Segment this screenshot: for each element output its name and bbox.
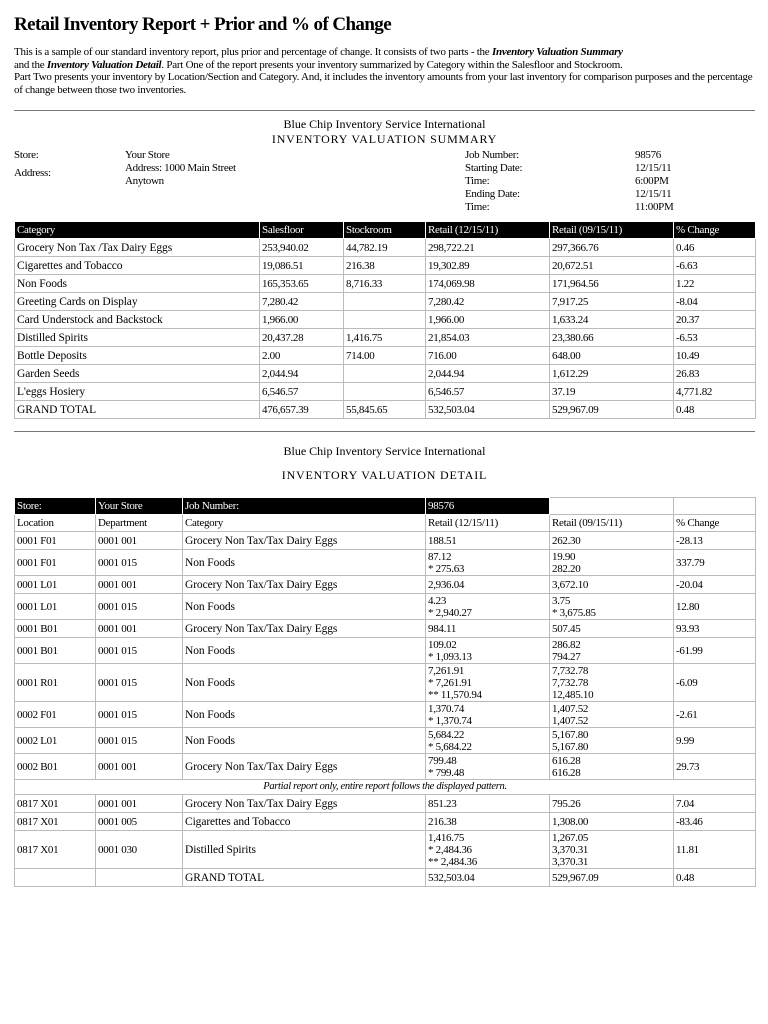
intro-paragraph bbox=[14, 46, 755, 96]
detail-department: 0001 015 bbox=[96, 664, 183, 702]
detail-location: 0002 B01 bbox=[15, 754, 96, 780]
detail-current-retail bbox=[426, 754, 550, 780]
detail-category: Grocery Non Tax/Tax Dairy Eggs bbox=[183, 754, 426, 780]
detail-location: 0002 L01 bbox=[15, 728, 96, 754]
prior-retail-value: 19.90 bbox=[552, 550, 576, 563]
summary-value-cell: 4,771.82 bbox=[674, 383, 756, 401]
summary-row bbox=[15, 293, 756, 311]
summary-category-cell: Cigarettes and Tobacco bbox=[15, 257, 260, 275]
summary-value-cell: 2,044.94 bbox=[260, 365, 344, 383]
prior-retail-value: 1,407.52 bbox=[552, 702, 589, 715]
detail-percent-change: 9.99 bbox=[674, 728, 756, 754]
detail-department bbox=[96, 869, 183, 887]
summary-value-cell: 20.37 bbox=[674, 311, 756, 329]
detail-location bbox=[15, 869, 96, 887]
prior-retail-value: 1,308.00 bbox=[552, 815, 589, 828]
starting-date-value: 12/15/11 bbox=[635, 162, 672, 174]
current-retail-value: 188.51 bbox=[428, 534, 457, 547]
intro-emphasis-detail: Inventory Valuation Detail bbox=[46, 58, 162, 71]
detail-department: 0001 005 bbox=[96, 813, 183, 831]
detail-row bbox=[15, 780, 756, 795]
prior-retail-value: 7,732.78 bbox=[552, 664, 589, 677]
summary-category-cell: Non Foods bbox=[15, 275, 260, 293]
detail-prior-retail bbox=[550, 532, 674, 550]
detail-current-retail bbox=[426, 795, 550, 813]
summary-category-cell: GRAND TOTAL bbox=[15, 401, 260, 419]
detail-location: 0001 B01 bbox=[15, 638, 96, 664]
divider bbox=[14, 110, 755, 111]
prior-retail-value: 5,167.80 bbox=[552, 740, 589, 753]
summary-header-row bbox=[15, 222, 756, 239]
prior-retail-value: 616.28 bbox=[552, 754, 581, 767]
prior-retail-value: 795.26 bbox=[552, 797, 581, 810]
detail-column-header: Location bbox=[15, 515, 96, 532]
summary-category-cell: Garden Seeds bbox=[15, 365, 260, 383]
summary-column-header: Retail (12/15/11) bbox=[426, 222, 550, 239]
summary-row bbox=[15, 257, 756, 275]
detail-department: 0001 001 bbox=[96, 576, 183, 594]
detail-category: Non Foods bbox=[183, 550, 426, 576]
summary-row bbox=[15, 365, 756, 383]
summary-value-cell: 1,416.75 bbox=[344, 329, 426, 347]
detail-category: Grocery Non Tax/Tax Dairy Eggs bbox=[183, 620, 426, 638]
summary-value-cell: 8,716.33 bbox=[344, 275, 426, 293]
starting-date-label: Starting Date: bbox=[465, 162, 523, 174]
detail-percent-change: -6.09 bbox=[674, 664, 756, 702]
intro-text-1: This is a sample of our standard inventory report, plus prior and percentage of change. It consists of two parts - the bbox=[14, 46, 492, 58]
summary-value-cell: 37.19 bbox=[550, 383, 674, 401]
prior-retail-value: 1,407.52 bbox=[552, 714, 589, 727]
summary-value-cell: 26.83 bbox=[674, 365, 756, 383]
detail-current-retail bbox=[426, 638, 550, 664]
summary-value-cell: 165,353.65 bbox=[260, 275, 344, 293]
summary-row bbox=[15, 311, 756, 329]
time-start-value: 6:00PM bbox=[635, 175, 669, 187]
prior-retail-value: * 3,675.85 bbox=[552, 606, 596, 619]
current-retail-value: 5,684.22 bbox=[428, 728, 465, 741]
detail-row bbox=[15, 754, 756, 780]
detail-current-retail bbox=[426, 550, 550, 576]
detail-category: GRAND TOTAL bbox=[183, 869, 426, 887]
summary-value-cell: 7,280.42 bbox=[426, 293, 550, 311]
detail-prior-retail bbox=[550, 576, 674, 594]
detail-row bbox=[15, 728, 756, 754]
current-retail-value: 799.48 bbox=[428, 754, 457, 767]
detail-store-row bbox=[15, 498, 756, 515]
summary-value-cell: 55,845.65 bbox=[344, 401, 426, 419]
detail-prior-retail bbox=[550, 594, 674, 620]
prior-retail-value: 3.75 bbox=[552, 594, 571, 607]
summary-value-cell: 0.48 bbox=[674, 401, 756, 419]
summary-category-cell: Card Understock and Backstock bbox=[15, 311, 260, 329]
detail-company: Blue Chip Inventory Service International bbox=[283, 444, 486, 458]
current-retail-value: * 1,093.13 bbox=[428, 650, 472, 663]
detail-row bbox=[15, 638, 756, 664]
summary-company: Blue Chip Inventory Service International bbox=[283, 117, 486, 131]
detail-prior-retail bbox=[550, 702, 674, 728]
time-end-value: 11:00PM bbox=[635, 201, 674, 213]
detail-location: 0001 L01 bbox=[15, 594, 96, 620]
detail-department: 0001 015 bbox=[96, 638, 183, 664]
detail-category: Grocery Non Tax/Tax Dairy Eggs bbox=[183, 532, 426, 550]
current-retail-value: * 2,484.36 bbox=[428, 843, 472, 856]
current-retail-value: * 1,370.74 bbox=[428, 714, 472, 727]
summary-value-cell: -6.53 bbox=[674, 329, 756, 347]
summary-row bbox=[15, 329, 756, 347]
prior-retail-value: 5,167.80 bbox=[552, 728, 589, 741]
summary-value-cell: 1,966.00 bbox=[260, 311, 344, 329]
current-retail-value: 109.02 bbox=[428, 638, 457, 651]
intro-text-2: and the bbox=[14, 58, 47, 71]
summary-value-cell: 1,633.24 bbox=[550, 311, 674, 329]
detail-location: 0002 F01 bbox=[15, 702, 96, 728]
current-retail-value: * 275.63 bbox=[428, 562, 465, 575]
summary-category-cell: L'eggs Hosiery bbox=[15, 383, 260, 401]
report-page bbox=[14, 14, 755, 887]
summary-category-cell: Bottle Deposits bbox=[15, 347, 260, 365]
summary-category-cell: Grocery Non Tax /Tax Dairy Eggs bbox=[15, 239, 260, 257]
detail-department: 0001 001 bbox=[96, 754, 183, 780]
detail-department: 0001 015 bbox=[96, 594, 183, 620]
summary-value-cell: 298,722.21 bbox=[426, 239, 550, 257]
summary-table bbox=[14, 221, 756, 419]
detail-department: 0001 030 bbox=[96, 831, 183, 869]
detail-current-retail bbox=[426, 702, 550, 728]
prior-retail-value: 3,370.31 bbox=[552, 855, 589, 868]
detail-current-retail bbox=[426, 576, 550, 594]
summary-value-cell: 216.38 bbox=[344, 257, 426, 275]
summary-value-cell: 532,503.04 bbox=[426, 401, 550, 419]
current-retail-value: 87.12 bbox=[428, 550, 452, 563]
detail-percent-change: 12.80 bbox=[674, 594, 756, 620]
detail-row bbox=[15, 664, 756, 702]
current-retail-value: ** 2,484.36 bbox=[428, 855, 477, 868]
current-retail-value: * 5,684.22 bbox=[428, 740, 472, 753]
summary-value-cell: 23,380.66 bbox=[550, 329, 674, 347]
summary-value-cell: 0.46 bbox=[674, 239, 756, 257]
summary-row bbox=[15, 383, 756, 401]
detail-location: 0001 F01 bbox=[15, 532, 96, 550]
detail-column-header: Category bbox=[183, 515, 426, 532]
prior-retail-value: 529,967.09 bbox=[552, 871, 599, 884]
summary-value-cell bbox=[344, 383, 426, 401]
summary-value-cell bbox=[344, 365, 426, 383]
summary-value-cell: 2,044.94 bbox=[426, 365, 550, 383]
detail-percent-change: 0.48 bbox=[674, 869, 756, 887]
current-retail-value: * 7,261.91 bbox=[428, 676, 472, 689]
current-retail-value: ** 11,570.94 bbox=[428, 688, 482, 701]
address-line-2: Anytown bbox=[125, 175, 164, 187]
detail-row bbox=[15, 576, 756, 594]
detail-header-row bbox=[15, 515, 756, 532]
time-start-label: Time: bbox=[465, 175, 490, 187]
detail-current-retail bbox=[426, 869, 550, 887]
detail-row bbox=[15, 869, 756, 887]
summary-row bbox=[15, 401, 756, 419]
summary-value-cell: 44,782.19 bbox=[344, 239, 426, 257]
summary-row bbox=[15, 347, 756, 365]
detail-category: Grocery Non Tax/Tax Dairy Eggs bbox=[183, 795, 426, 813]
current-retail-value: 216.38 bbox=[428, 815, 457, 828]
summary-value-cell: 1,966.00 bbox=[426, 311, 550, 329]
partial-report-note: Partial report only, entire report follows the displayed pattern. bbox=[15, 780, 756, 795]
detail-department: 0001 015 bbox=[96, 550, 183, 576]
blank-cell bbox=[550, 498, 674, 515]
detail-job-number: 98576 bbox=[426, 498, 550, 515]
detail-category: Grocery Non Tax/Tax Dairy Eggs bbox=[183, 576, 426, 594]
detail-store-label: Store: bbox=[15, 498, 96, 515]
summary-value-cell bbox=[344, 311, 426, 329]
detail-row bbox=[15, 594, 756, 620]
detail-store-name: Your Store bbox=[96, 498, 183, 515]
detail-location: 0817 X01 bbox=[15, 831, 96, 869]
intro-text-3: . Part One of the report presents your inventory summarized by Category within the Salesfloor and Stockroom. bbox=[161, 58, 623, 71]
summary-value-cell: 253,940.02 bbox=[260, 239, 344, 257]
summary-value-cell: -8.04 bbox=[674, 293, 756, 311]
divider bbox=[14, 431, 755, 432]
prior-retail-value: 282.20 bbox=[552, 562, 581, 575]
summary-column-header: % Change bbox=[674, 222, 756, 239]
detail-percent-change: -28.13 bbox=[674, 532, 756, 550]
detail-department: 0001 001 bbox=[96, 532, 183, 550]
detail-percent-change: -61.99 bbox=[674, 638, 756, 664]
detail-category: Distilled Spirits bbox=[183, 831, 426, 869]
summary-value-cell: 7,917.25 bbox=[550, 293, 674, 311]
job-number-label: Job Number: bbox=[465, 149, 519, 161]
detail-category: Non Foods bbox=[183, 664, 426, 702]
page-title: Retail Inventory Report + Prior and % of Change bbox=[14, 14, 392, 35]
address-line-1: Address: 1000 Main Street bbox=[125, 162, 236, 174]
detail-category: Cigarettes and Tobacco bbox=[183, 813, 426, 831]
current-retail-value: * 799.48 bbox=[428, 766, 465, 779]
detail-department: 0001 001 bbox=[96, 795, 183, 813]
store-name: Your Store bbox=[125, 149, 170, 161]
summary-column-header: Salesfloor bbox=[260, 222, 344, 239]
summary-header-info bbox=[14, 147, 755, 211]
detail-current-retail bbox=[426, 594, 550, 620]
current-retail-value: 2,936.04 bbox=[428, 578, 465, 591]
summary-column-header: Category bbox=[15, 222, 260, 239]
summary-row bbox=[15, 275, 756, 293]
detail-location: 0817 X01 bbox=[15, 813, 96, 831]
summary-value-cell: 2.00 bbox=[260, 347, 344, 365]
detail-percent-change: 11.81 bbox=[674, 831, 756, 869]
address-label: Address: bbox=[14, 167, 51, 179]
detail-title: INVENTORY VALUATION DETAIL bbox=[281, 468, 488, 482]
detail-row bbox=[15, 831, 756, 869]
prior-retail-value: 616.28 bbox=[552, 766, 581, 779]
detail-location: 0817 X01 bbox=[15, 795, 96, 813]
detail-prior-retail bbox=[550, 664, 674, 702]
prior-retail-value: 3,370.31 bbox=[552, 843, 589, 856]
summary-value-cell: 648.00 bbox=[550, 347, 674, 365]
summary-value-cell: 6,546.57 bbox=[426, 383, 550, 401]
current-retail-value: 984.11 bbox=[428, 622, 457, 635]
detail-prior-retail bbox=[550, 728, 674, 754]
summary-value-cell: 716.00 bbox=[426, 347, 550, 365]
detail-column-header: % Change bbox=[674, 515, 756, 532]
detail-percent-change: -20.04 bbox=[674, 576, 756, 594]
current-retail-value: 7,261.91 bbox=[428, 664, 465, 677]
summary-value-cell: 19,302.89 bbox=[426, 257, 550, 275]
prior-retail-value: 12,485.10 bbox=[552, 688, 594, 701]
prior-retail-value: 507.45 bbox=[552, 622, 581, 635]
current-retail-value: 4.23 bbox=[428, 594, 447, 607]
current-retail-value: * 2,940.27 bbox=[428, 606, 472, 619]
ending-date-value: 12/15/11 bbox=[635, 188, 672, 200]
detail-column-header: Retail (12/15/11) bbox=[426, 515, 550, 532]
summary-value-cell: 476,657.39 bbox=[260, 401, 344, 419]
summary-value-cell: 297,366.76 bbox=[550, 239, 674, 257]
detail-percent-change: -2.61 bbox=[674, 702, 756, 728]
summary-value-cell: 10.49 bbox=[674, 347, 756, 365]
detail-percent-change: 337.79 bbox=[674, 550, 756, 576]
time-end-label: Time: bbox=[465, 201, 490, 213]
prior-retail-value: 3,672.10 bbox=[552, 578, 589, 591]
current-retail-value: 532,503.04 bbox=[428, 871, 475, 884]
detail-location: 0001 L01 bbox=[15, 576, 96, 594]
store-label: Store: bbox=[14, 149, 39, 161]
detail-column-header: Department bbox=[96, 515, 183, 532]
summary-value-cell: 714.00 bbox=[344, 347, 426, 365]
detail-row bbox=[15, 795, 756, 813]
detail-category: Non Foods bbox=[183, 702, 426, 728]
current-retail-value: 851.23 bbox=[428, 797, 457, 810]
detail-category: Non Foods bbox=[183, 728, 426, 754]
detail-prior-retail bbox=[550, 620, 674, 638]
summary-value-cell: -6.63 bbox=[674, 257, 756, 275]
blank-cell bbox=[674, 498, 756, 515]
current-retail-value: 1,370.74 bbox=[428, 702, 465, 715]
summary-value-cell: 21,854.03 bbox=[426, 329, 550, 347]
detail-row bbox=[15, 620, 756, 638]
detail-category: Non Foods bbox=[183, 638, 426, 664]
detail-percent-change: -83.46 bbox=[674, 813, 756, 831]
detail-current-retail bbox=[426, 532, 550, 550]
detail-job-label: Job Number: bbox=[183, 498, 426, 515]
summary-title: INVENTORY VALUATION SUMMARY bbox=[271, 132, 498, 146]
current-retail-value: 1,416.75 bbox=[428, 831, 465, 844]
detail-current-retail bbox=[426, 620, 550, 638]
detail-location: 0001 R01 bbox=[15, 664, 96, 702]
detail-department: 0001 015 bbox=[96, 702, 183, 728]
detail-prior-retail bbox=[550, 638, 674, 664]
summary-value-cell: 529,967.09 bbox=[550, 401, 674, 419]
detail-department: 0001 015 bbox=[96, 728, 183, 754]
detail-prior-retail bbox=[550, 831, 674, 869]
detail-percent-change: 29.73 bbox=[674, 754, 756, 780]
detail-row bbox=[15, 550, 756, 576]
detail-current-retail bbox=[426, 813, 550, 831]
prior-retail-value: 1,267.05 bbox=[552, 831, 589, 844]
detail-category: Non Foods bbox=[183, 594, 426, 620]
summary-value-cell: 1,612.29 bbox=[550, 365, 674, 383]
detail-row bbox=[15, 532, 756, 550]
detail-prior-retail bbox=[550, 813, 674, 831]
summary-value-cell: 1.22 bbox=[674, 275, 756, 293]
detail-current-retail bbox=[426, 728, 550, 754]
detail-row bbox=[15, 813, 756, 831]
detail-current-retail bbox=[426, 831, 550, 869]
ending-date-label: Ending Date: bbox=[465, 188, 520, 200]
summary-value-cell: 20,672.51 bbox=[550, 257, 674, 275]
prior-retail-value: 7,732.78 bbox=[552, 676, 589, 689]
summary-value-cell bbox=[344, 293, 426, 311]
prior-retail-value: 286.82 bbox=[552, 638, 581, 651]
summary-row bbox=[15, 239, 756, 257]
summary-value-cell: 174,069.98 bbox=[426, 275, 550, 293]
detail-prior-retail bbox=[550, 795, 674, 813]
prior-retail-value: 262.30 bbox=[552, 534, 581, 547]
prior-retail-value: 794.27 bbox=[552, 650, 581, 663]
summary-value-cell: 20,437.28 bbox=[260, 329, 344, 347]
detail-row bbox=[15, 702, 756, 728]
summary-category-cell: Greeting Cards on Display bbox=[15, 293, 260, 311]
summary-category-cell: Distilled Spirits bbox=[15, 329, 260, 347]
detail-prior-retail bbox=[550, 550, 674, 576]
detail-location: 0001 B01 bbox=[15, 620, 96, 638]
summary-value-cell: 171,964.56 bbox=[550, 275, 674, 293]
detail-percent-change: 7.04 bbox=[674, 795, 756, 813]
job-number-value: 98576 bbox=[635, 149, 662, 161]
intro-emphasis-summary: Inventory Valuation Summary bbox=[491, 46, 623, 58]
summary-value-cell: 6,546.57 bbox=[260, 383, 344, 401]
detail-column-header: Retail (09/15/11) bbox=[550, 515, 674, 532]
intro-text-4: Part Two presents your inventory by Location/Section and Category. And, it includes the inventory amounts from your last inventory for comparison purposes and the percentage of change between those two inventories. bbox=[14, 71, 753, 96]
detail-prior-retail bbox=[550, 754, 674, 780]
summary-value-cell: 19,086.51 bbox=[260, 257, 344, 275]
detail-location: 0001 F01 bbox=[15, 550, 96, 576]
detail-prior-retail bbox=[550, 869, 674, 887]
summary-column-header: Stockroom bbox=[344, 222, 426, 239]
detail-table bbox=[14, 497, 756, 887]
summary-value-cell: 7,280.42 bbox=[260, 293, 344, 311]
detail-percent-change: 93.93 bbox=[674, 620, 756, 638]
summary-column-header: Retail (09/15/11) bbox=[550, 222, 674, 239]
detail-current-retail bbox=[426, 664, 550, 702]
detail-department: 0001 001 bbox=[96, 620, 183, 638]
